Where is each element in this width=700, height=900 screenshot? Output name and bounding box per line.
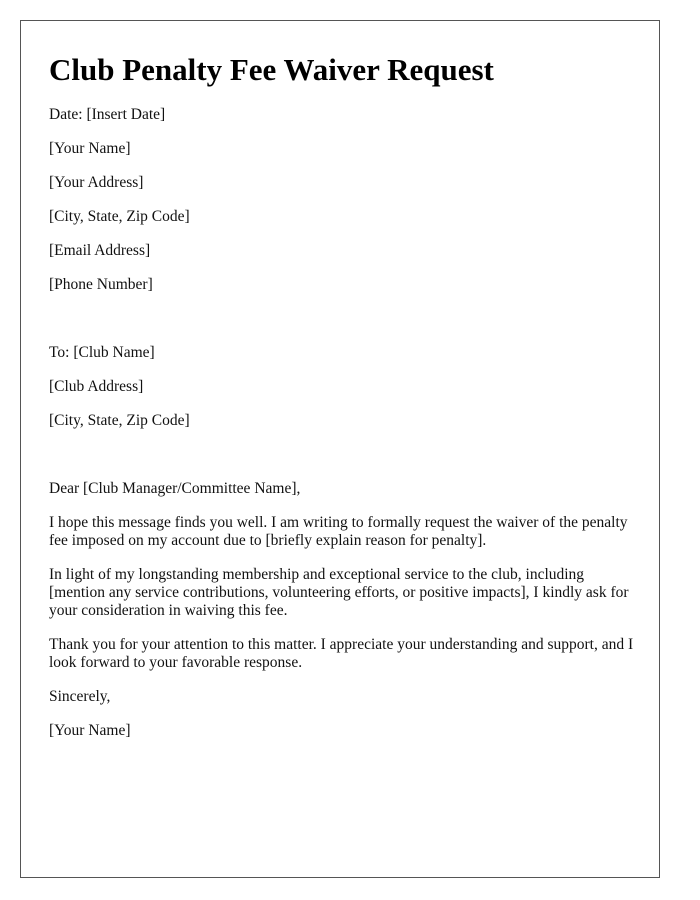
closing: Sincerely,: [49, 688, 111, 705]
signature-name: [Your Name]: [49, 722, 131, 739]
body-paragraph: I hope this message finds you well. I am writing to formally request the waiver of the penalty fee imposed on my account due to [briefly explain reason for penalty].: [49, 514, 628, 549]
salutation: Dear [Club Manager/Committee Name],: [49, 480, 301, 497]
recipient-city-state-zip: [City, State, Zip Code]: [49, 412, 190, 429]
recipient-address: [Club Address]: [49, 378, 144, 395]
letter-page: [20, 20, 660, 878]
body-paragraph: Thank you for your attention to this matter. I appreciate your understanding and support, and I look forward to your favorable response.: [49, 636, 634, 671]
date-line: Date: [Insert Date]: [49, 106, 166, 123]
sender-address: [Your Address]: [49, 174, 144, 191]
recipient-to-line: To: [Club Name]: [49, 344, 155, 361]
sender-phone: [Phone Number]: [49, 276, 153, 293]
letter-title: Club Penalty Fee Waiver Request: [49, 52, 494, 87]
body-paragraph: In light of my longstanding membership and exceptional service to the club, including [mention any service contributions, volunteering efforts, or positive impacts], I kindly ask for your consideration in waiving this fee.: [49, 566, 629, 619]
sender-name: [Your Name]: [49, 140, 131, 157]
sender-email: [Email Address]: [49, 242, 151, 259]
sender-city-state-zip: [City, State, Zip Code]: [49, 208, 190, 225]
